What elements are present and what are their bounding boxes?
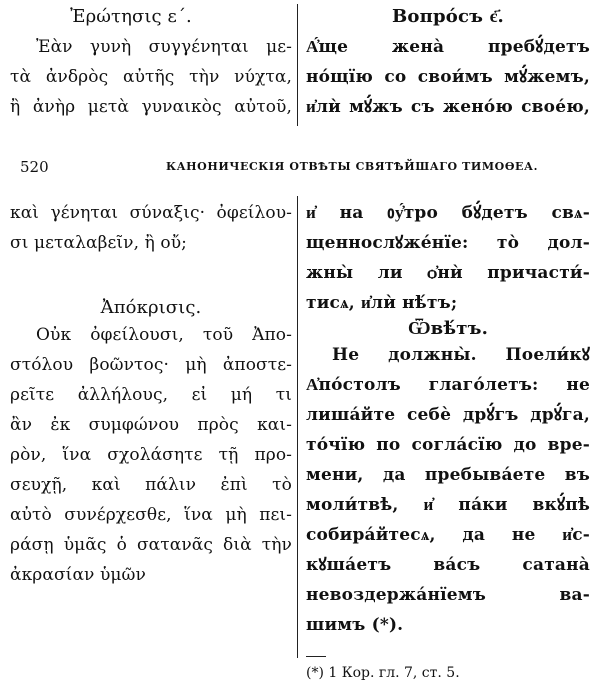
- slavonic-line: лиша́йте себѐ дрꙋ́гъ дрꙋ́га,: [306, 405, 590, 425]
- slavonic-line: жны̀ ли ѻ҆нѝ причасти́-: [306, 263, 590, 283]
- greek-line: ἀκρασίαν ὑμῶν: [10, 565, 146, 585]
- slavonic-line: и҆ на ᲂу҆́тро бꙋ́детъ свѧ-: [306, 203, 590, 223]
- slavonic-line: Не должны̀. Поели́кꙋ: [332, 345, 590, 365]
- column-divider-bottom: [297, 196, 298, 658]
- greek-column-top: [10, 2, 292, 122]
- slavonic-column-top: [306, 2, 590, 122]
- greek-line: ρὸν, ἵνα σχολάσητε τῇ προ-: [10, 445, 292, 465]
- spacer: [10, 258, 292, 288]
- slavonic-line: А҆́ще жена̀ пребꙋ́детъ: [306, 37, 590, 57]
- greek-line: ἂν ἐκ συμφώνου πρὸς και-: [10, 415, 292, 435]
- slavonic-column-bottom: [306, 198, 590, 640]
- running-title: КАНОНИЧЕСКІЯ ОТВѢТЫ СВЯТѢЙШАГО ТИМОѲЕА.: [166, 160, 538, 173]
- greek-line: σι μεταλαβεῖν, ἢ οὔ;: [10, 233, 187, 253]
- greek-line: καὶ γένηται σύναξις· ὀφείλου-: [10, 203, 292, 223]
- column-divider-top: [297, 4, 298, 126]
- greek-answer-heading: Ἀπόκρισις.: [100, 297, 202, 318]
- greek-line: τὰ ἀνδρὸς αὐτῆς τὴν νύχτα,: [10, 67, 292, 87]
- slavonic-question-heading: Вопро́съ є҃.: [391, 6, 505, 27]
- greek-question-heading: Ἐρώτησις ε΄.: [70, 6, 192, 27]
- greek-line: σευχῇ, καὶ πάλιν ἐπὶ τὸ: [10, 475, 292, 495]
- slavonic-line: то́чїю по согла́сїю до вре-: [306, 435, 590, 455]
- slavonic-line: мени, да пребыва́ете въ: [306, 465, 590, 485]
- slavonic-line: невоздержа́нїемъ ва-: [306, 585, 590, 605]
- page-number: 520: [20, 158, 49, 176]
- greek-column-bottom: [10, 198, 292, 590]
- slavonic-line: тисѧ, и҆лѝ нѣ́тъ;: [306, 293, 458, 313]
- running-header: [14, 158, 594, 180]
- slavonic-line: моли́твѣ, и҆ па́ки вкꙋ́пѣ: [306, 495, 590, 515]
- greek-line: ρεῖτε ἀλλήλους, εἰ μή τι: [10, 385, 292, 405]
- slavonic-line: и҆лѝ мꙋ́жъ съ жено́ю свое́ю,: [306, 97, 590, 117]
- slavonic-line: щеннослꙋже́нїе: то̀ дол-: [306, 233, 590, 253]
- slavonic-line: кꙋша́етъ ва́съ сатана̀: [306, 555, 590, 575]
- slavonic-answer-heading: Ѿвѣ́тъ.: [407, 318, 489, 339]
- footnote: (*) 1 Кор. гл. 7, ст. 5.: [306, 665, 460, 681]
- slavonic-line: шимъ (*).: [306, 615, 404, 635]
- slavonic-line: собира́йтесѧ, да не и҆с-: [306, 525, 590, 545]
- slavonic-line: А҆по́столъ глаго́летъ: не: [306, 375, 590, 395]
- greek-line: αὐτὸ συνέρχεσθε, ἵνα μὴ πει-: [10, 505, 292, 525]
- greek-line: Οὐκ ὀφείλουσι, τοῦ Ἀπο-: [36, 325, 292, 345]
- footnote-rule: [306, 656, 326, 657]
- greek-line: ράσῃ ὑμᾶς ὁ σατανᾶς διὰ τὴν: [10, 535, 292, 555]
- slavonic-line: но́щїю со свои́мъ мꙋ́жемъ,: [306, 67, 590, 87]
- greek-line: Ἐὰν γυνὴ συγγένηται με-: [36, 37, 292, 57]
- greek-line: ἢ ἀνὴρ μετὰ γυναικὸς αὐτοῦ,: [10, 97, 292, 117]
- greek-line: στόλου βοῶντος· μὴ ἀποστε-: [10, 355, 292, 375]
